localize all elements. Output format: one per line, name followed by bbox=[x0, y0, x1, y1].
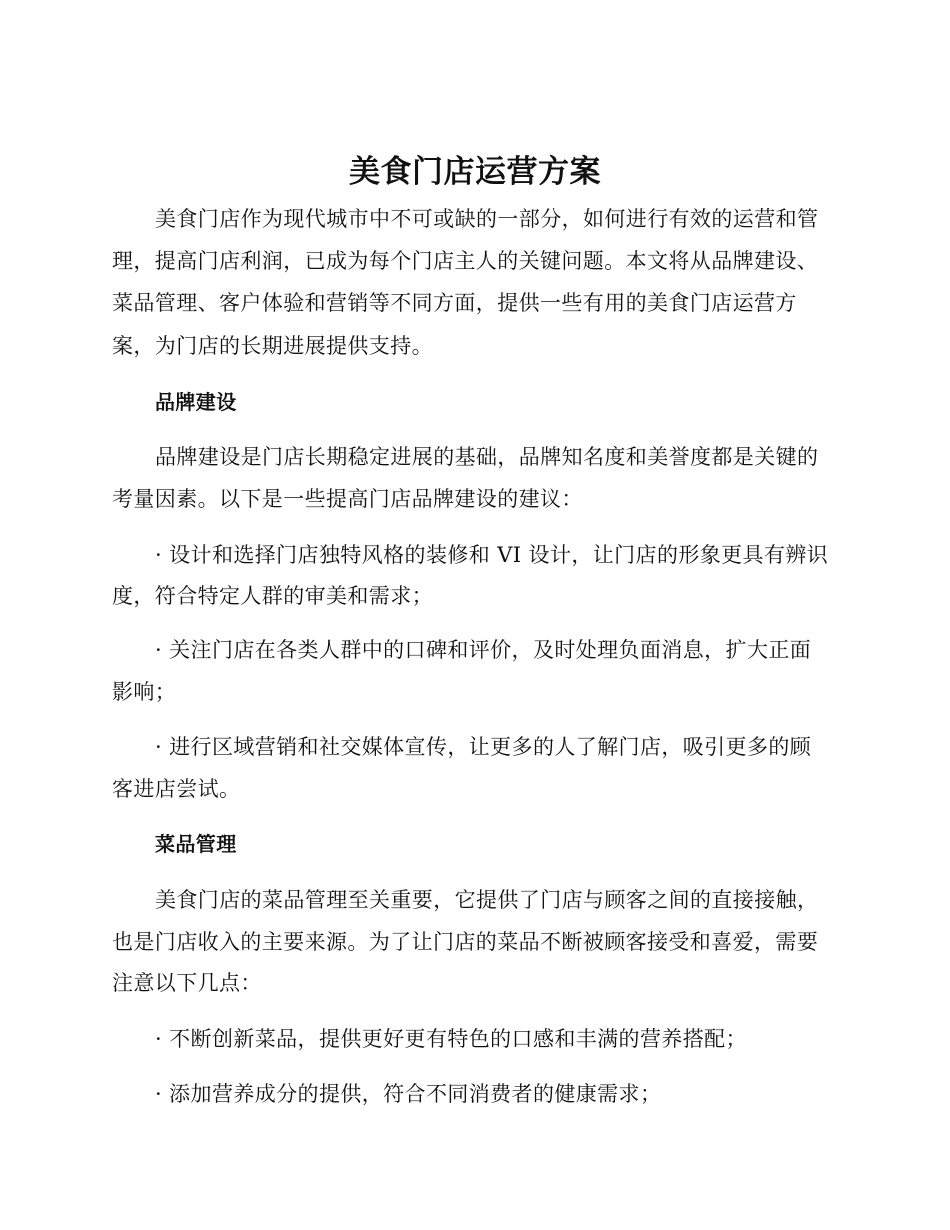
brand-bullet-1-line-2: 度，符合特定人群的审美和需求； bbox=[112, 584, 433, 608]
dishes-bullet-1: · 不断创新菜品，提供更好更有特色的口感和丰满的营养搭配； bbox=[155, 1027, 747, 1051]
dishes-paragraph-line-1: 美食门店的菜品管理至关重要，它提供了门店与顾客之间的直接接触， bbox=[155, 888, 819, 912]
section-heading-brand: 品牌建设 bbox=[155, 390, 237, 414]
brand-paragraph-line-1: 品牌建设是门店长期稳定进展的基础，品牌知名度和美誉度都是关键的 bbox=[155, 445, 819, 469]
dishes-paragraph-line-2: 也是门店收入的主要来源。为了让门店的菜品不断被顾客接受和喜爱，需要 bbox=[112, 930, 819, 954]
intro-line-2: 理，提高门店利润，已成为每个门店主人的关键问题。本文将从品牌建设、 bbox=[112, 249, 819, 273]
section-heading-dishes: 菜品管理 bbox=[155, 832, 237, 856]
brand-bullet-1-line-1: · 设计和选择门店独特风格的装修和 VI 设计，让门店的形象更具有辨识 bbox=[155, 543, 829, 567]
dishes-paragraph-line-3: 注意以下几点： bbox=[112, 971, 262, 995]
intro-line-1: 美食门店作为现代城市中不可或缺的一部分，如何进行有效的运营和管 bbox=[155, 207, 819, 231]
brand-bullet-3-line-1: · 进行区域营销和社交媒体宣传，让更多的人了解门店，吸引更多的顾 bbox=[155, 735, 812, 759]
brand-bullet-2-line-1: · 关注门店在各类人群中的口碑和评价，及时处理负面消息，扩大正面 bbox=[155, 638, 812, 662]
brand-paragraph-line-2: 考量因素。以下是一些提高门店品牌建设的建议： bbox=[112, 487, 583, 511]
dishes-bullet-2: · 添加营养成分的提供，符合不同消费者的健康需求； bbox=[155, 1082, 662, 1106]
brand-bullet-3-line-2: 客进店尝试。 bbox=[112, 777, 241, 801]
document-title: 美食门店运营方案 bbox=[349, 154, 601, 190]
intro-line-4: 案，为门店的长期进展提供支持。 bbox=[112, 334, 433, 358]
brand-bullet-2-line-2: 影响； bbox=[112, 680, 177, 704]
intro-line-3: 菜品管理、客户体验和营销等不同方面，提供一些有用的美食门店运营方 bbox=[112, 291, 797, 315]
